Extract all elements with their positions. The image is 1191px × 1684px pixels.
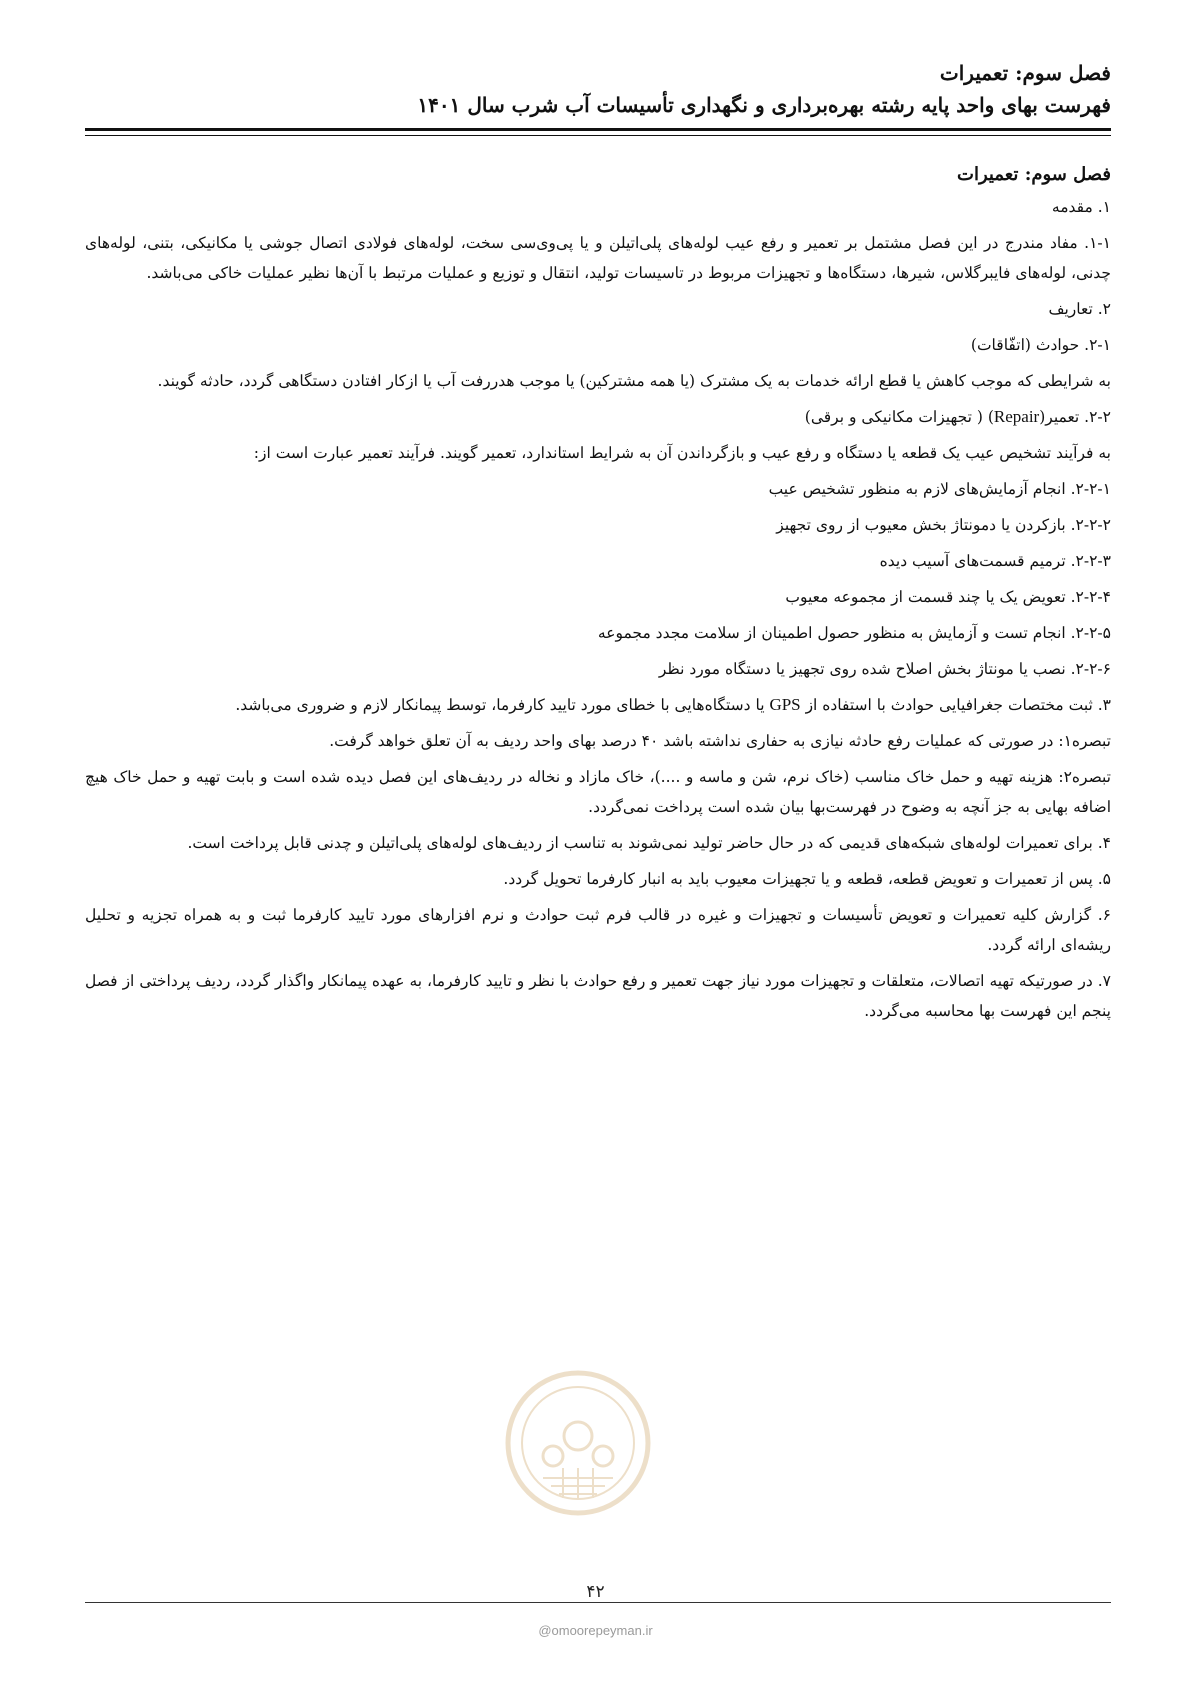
heading-introduction: ۱. مقدمه — [1051, 198, 1111, 216]
paragraph-3-part-a: ۳. ثبت مختصات جغرافیایی حوادث با استفاده از — [800, 696, 1111, 714]
repair-step: ۲-۲-۲. بازکردن یا دمونتاژ بخش معیوب از روی تجهیز — [776, 516, 1111, 534]
page-header — [85, 56, 1111, 120]
site-watermark: @omoorepeyman.ir — [538, 1623, 653, 1638]
watermark-seal-icon — [503, 1368, 653, 1518]
repair-step: ۲-۲-۶. نصب یا مونتاژ بخش اصلاح شده روی تجهیز یا دستگاه مورد نظر — [658, 660, 1111, 678]
document-body — [85, 160, 1111, 1032]
paragraph-4: ۴. برای تعمیرات لوله‌های شبکه‌های قدیمی که در حال حاضر تولید نمی‌شوند به تناسب از ردیف‌های لوله‌های پلی‌اتیلن و چدنی قابل پرداخت است. — [187, 834, 1111, 852]
heading-repair-part-a: ۲-۲. تعمیر( — [1039, 408, 1111, 426]
paragraph-repair: به فرآیند تشخیص عیب یک قطعه یا دستگاه و رفع عیب و بازگرداندن آن به شرایط استاندارد، تعمیر گویند. فرآیند تعمیر عبارت است از: — [253, 444, 1111, 462]
repair-step: ۲-۲-۵. انجام تست و آزمایش به منظور حصول اطمینان از سلامت مجدد مجموعه — [597, 624, 1111, 642]
header-rule-thin — [85, 135, 1111, 136]
paragraph-3-latin: GPS — [769, 695, 801, 714]
paragraph-6: ۶. گزارش کلیه تعمیرات و تعویض تأسیسات و تجهیزات و غیره در قالب فرم ثبت حوادث و نرم افزارهای مورد تایید کارفرما ثبت و به همراه تجزیه و تحلیل ریشه‌ای ارائه گردد. — [85, 906, 1111, 954]
heading-repair-part-b: ) ( تجهیزات مکانیکی و برقی) — [804, 408, 994, 426]
paragraph-3 — [85, 690, 1111, 720]
repair-step: ۲-۲-۱. انجام آزمایش‌های لازم به منظور تشخیص عیب — [768, 480, 1111, 498]
heading-repair-latin: Repair — [993, 407, 1040, 426]
repair-step: ۲-۲-۴. تعویض یک یا چند قسمت از مجموعه معیوب — [785, 588, 1111, 606]
note-2: تبصره۲: هزینه تهیه و حمل خاک مناسب (خاک نرم، شن و ماسه و ....)، خاک مازاد و نخاله در ردیف‌های این فصل دیده شده است و بابت تهیه و حمل خاک هیچ اضافه بهایی به جز آنچه به وضوح در فهرست‌بها بیان شده است پرداخت نمی‌گردد. — [85, 768, 1111, 816]
note-1: تبصره۱: در صورتی که عملیات رفع حادثه نیازی به حفاری نداشته باشد ۴۰ درصد بهای واحد ردیف به آن تعلق خواهد گرفت. — [329, 732, 1111, 750]
header-document-title: فهرست بهای واحد پایه رشته بهره‌برداری و نگهداری تأسیسات آب شرب سال ۱۴۰۱ — [417, 93, 1111, 117]
repair-step: ۲-۲-۳. ترمیم قسمت‌های آسیب دیده — [879, 552, 1111, 570]
heading-definitions: ۲. تعاریف — [1048, 300, 1111, 318]
paragraph-incidents: به شرایطی که موجب کاهش یا قطع ارائه خدمات به یک مشترک (یا همه مشترکین) یا موجب هدررفت آب یا ازکار افتادن دستگاهی گردد، حادثه گویند. — [157, 372, 1111, 390]
paragraph-5: ۵. پس از تعمیرات و تعویض قطعه، قطعه و یا تجهیزات معیوب باید به انبار کارفرما تحویل گردد. — [503, 870, 1111, 888]
section-title: فصل سوم: تعمیرات — [957, 164, 1111, 185]
paragraph-3-part-b: یا دستگاه‌هایی با خطای مورد تایید کارفرما، توسط پیمانکار لازم و ضروری می‌باشد. — [235, 696, 770, 714]
footer-rule — [85, 1602, 1111, 1603]
paragraph-7: ۷. در صورتیکه تهیه اتصالات، متعلقات و تجهیزات مورد نیاز جهت تعمیر و رفع حوادث با نظر و تایید کارفرما، به عهده پیمانکار واگذار گردد، ردیف پرداختی از فصل پنجم این فهرست بها محاسبه می‌گردد. — [85, 972, 1111, 1020]
paragraph-1-1: ۱-۱. مفاد مندرج در این فصل مشتمل بر تعمیر و رفع عیب لوله‌های پلی‌اتیلن و یا پی‌وی‌سی سخت، لوله‌های فولادی اتصال جوشی یا مکانیکی، بتنی، لوله‌های چدنی، لوله‌های فایبرگلاس، شیرها، دستگاه‌ها و تجهیزات مربوط در تاسیسات تولید، انتقال و توزیع و عملیات مرتبط با آن‌ها نظیر عملیات خاکی می‌باشد. — [85, 234, 1111, 282]
page-number: ۴۲ — [586, 1582, 605, 1602]
heading-repair — [85, 402, 1111, 432]
header-chapter-title: فصل سوم: تعمیرات — [939, 61, 1111, 85]
heading-incidents: ۲-۱. حوادث (اتفّاقات) — [970, 336, 1111, 354]
header-rule-thick — [85, 128, 1111, 131]
